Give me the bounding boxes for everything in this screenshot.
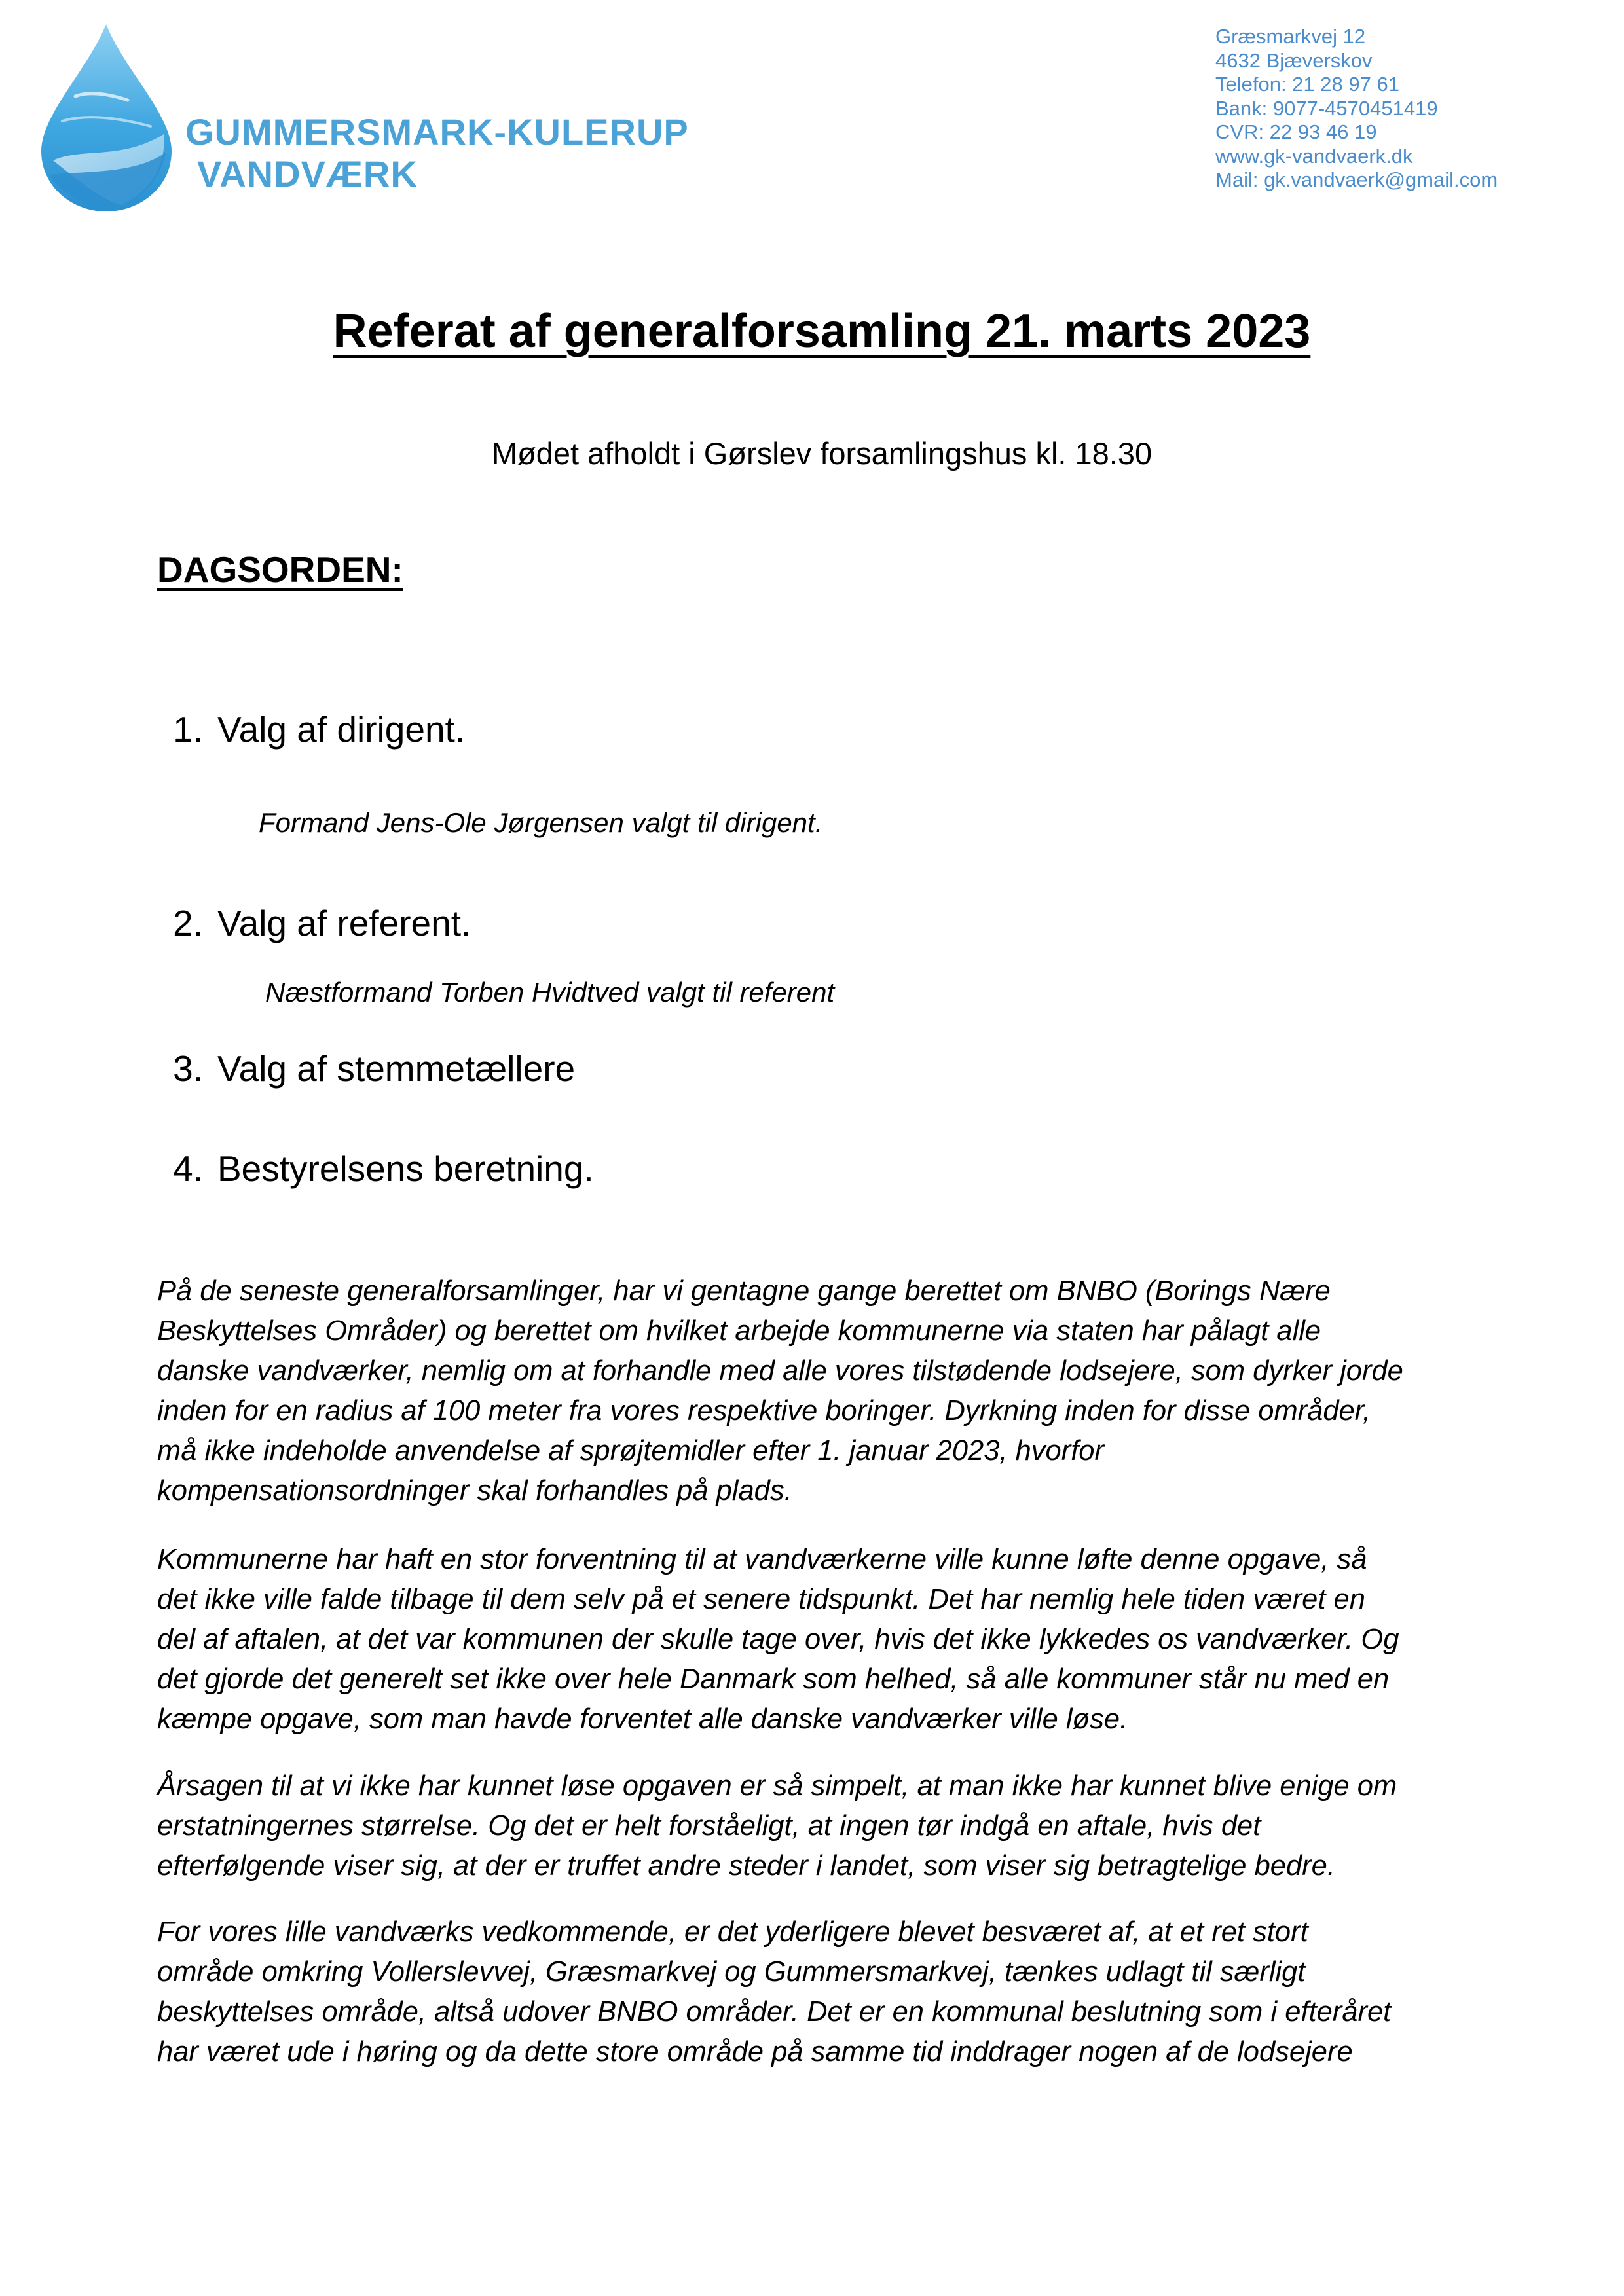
contact-address: Græsmarkvej 12: [1215, 25, 1366, 48]
paragraph-line: det ikke ville falde tilbage til dem selv på et senere tidspunkt. Det har nemlig hele tiden været en: [157, 1584, 1365, 1615]
paragraph-line: kompensationsordninger skal forhandles på plads.: [157, 1475, 792, 1506]
agenda-item-label: Valg af referent.: [217, 903, 471, 943]
agenda-item-4: [151, 1148, 594, 1190]
agenda-item-number: 3.: [173, 1048, 203, 1089]
paragraph-line: det gjorde det generelt set ikke over hele Danmark som helhed, så alle kommuner står nu med en: [157, 1664, 1390, 1695]
contact-postcode: 4632 Bjæverskov: [1215, 48, 1373, 72]
agenda-item-number: 1.: [173, 709, 203, 750]
agenda-item-2-note: Næstformand Torben Hvidtved valgt til referent: [265, 977, 835, 1008]
logo-wordmark: [185, 111, 689, 194]
contact-website[interactable]: www.gk-vandvaerk.dk: [1215, 144, 1413, 168]
agenda-item-number: 4.: [173, 1148, 203, 1189]
agenda-item-number: 2.: [173, 903, 203, 943]
paragraph-line: Beskyttelses Områder) og berettet om hvilket arbejde kommunerne via staten har pålagt alle: [157, 1315, 1321, 1347]
paragraph-line: erstatningernes størrelse. Og det er helt forståeligt, at ingen tør indgå en aftale, hvis det: [157, 1810, 1261, 1842]
paragraph-line: For vores lille vandværks vedkommende, er det yderligere blevet besværet af, at et ret stort: [157, 1916, 1308, 1948]
agenda-item-1-note: Formand Jens-Ole Jørgensen valgt til dirigent.: [259, 807, 823, 838]
logo-line-1: GUMMERSMARK-KULERUP: [185, 111, 689, 153]
report-paragraph-2: [157, 1540, 1519, 1740]
paragraph-line: danske vandværker, nemlig om at forhandle med alle vores tilstødende lodsejere, som dyrker jorde: [157, 1355, 1403, 1387]
paragraph-line: På de seneste generalforsamlinger, har vi gentagne gange berettet om BNBO (Borings Nære: [157, 1275, 1331, 1307]
report-paragraph-4: [157, 1912, 1519, 2072]
paragraph-line: kæmpe opgave, som man havde forventet alle danske vandværker ville løse.: [157, 1704, 1128, 1735]
paragraph-line: må ikke indeholde anvendelse af sprøjtemidler efter 1. januar 2023, hvorfor: [157, 1435, 1104, 1467]
contact-phone: Telefon: 21 28 97 61: [1215, 73, 1399, 96]
paragraph-line: område omkring Vollerslevvej, Græsmarkvej og Gummersmarkvej, tænkes udlagt til særligt: [157, 1956, 1306, 1988]
water-drop-icon: [36, 23, 177, 213]
agenda-item-3: [151, 1048, 575, 1089]
report-paragraph-1: [157, 1271, 1519, 1511]
agenda-heading: DAGSORDEN:: [157, 549, 403, 590]
meeting-info: Mødet afholdt i Gørslev forsamlingshus kl. 18.30: [491, 436, 1153, 471]
paragraph-line: inden for en radius af 100 meter fra vores respektive boringer. Dyrkning inden for disse områder,: [157, 1395, 1371, 1427]
contact-bank: Bank: 9077-4570451419: [1215, 96, 1438, 120]
contact-info: [1215, 25, 1498, 192]
agenda-item-2: [151, 902, 471, 944]
agenda-item-label: Bestyrelsens beretning.: [217, 1148, 594, 1189]
paragraph-line: beskyttelses område, altså udover BNBO områder. Det er en kommunal beslutning som i efteråret: [157, 1996, 1392, 2028]
paragraph-line: del af aftalen, at det var kommunen der skulle tage over, hvis det ikke lykkedes os vandværker. Og: [157, 1624, 1399, 1655]
agenda-item-1: [151, 708, 465, 750]
paragraph-line: Kommunerne har haft en stor forventning til at vandværkerne ville kunne løfte denne opgave, så: [157, 1544, 1367, 1575]
contact-email[interactable]: Mail: gk.vandvaerk@gmail.com: [1215, 168, 1498, 191]
paragraph-line: Årsagen til at vi ikke har kunnet løse opgaven er så simpelt, at man ikke har kunnet blive enige om: [157, 1770, 1397, 1802]
report-paragraph-3: [157, 1766, 1519, 1886]
logo-line-2: VANDVÆRK: [197, 153, 418, 194]
paragraph-line: efterfølgende viser sig, at der er truffet andre steder i landet, som viser sig betragtelige bedre.: [157, 1850, 1335, 1882]
agenda-item-label: Valg af stemmetællere: [217, 1048, 576, 1089]
paragraph-line: har været ude i høring og da dette store område på samme tid inddrager nogen af de lodsejere: [157, 2036, 1353, 2068]
contact-cvr: CVR: 22 93 46 19: [1215, 120, 1377, 143]
agenda-item-label: Valg af dirigent.: [217, 709, 466, 750]
document-title: Referat af generalforsamling 21. marts 2023: [333, 305, 1311, 357]
